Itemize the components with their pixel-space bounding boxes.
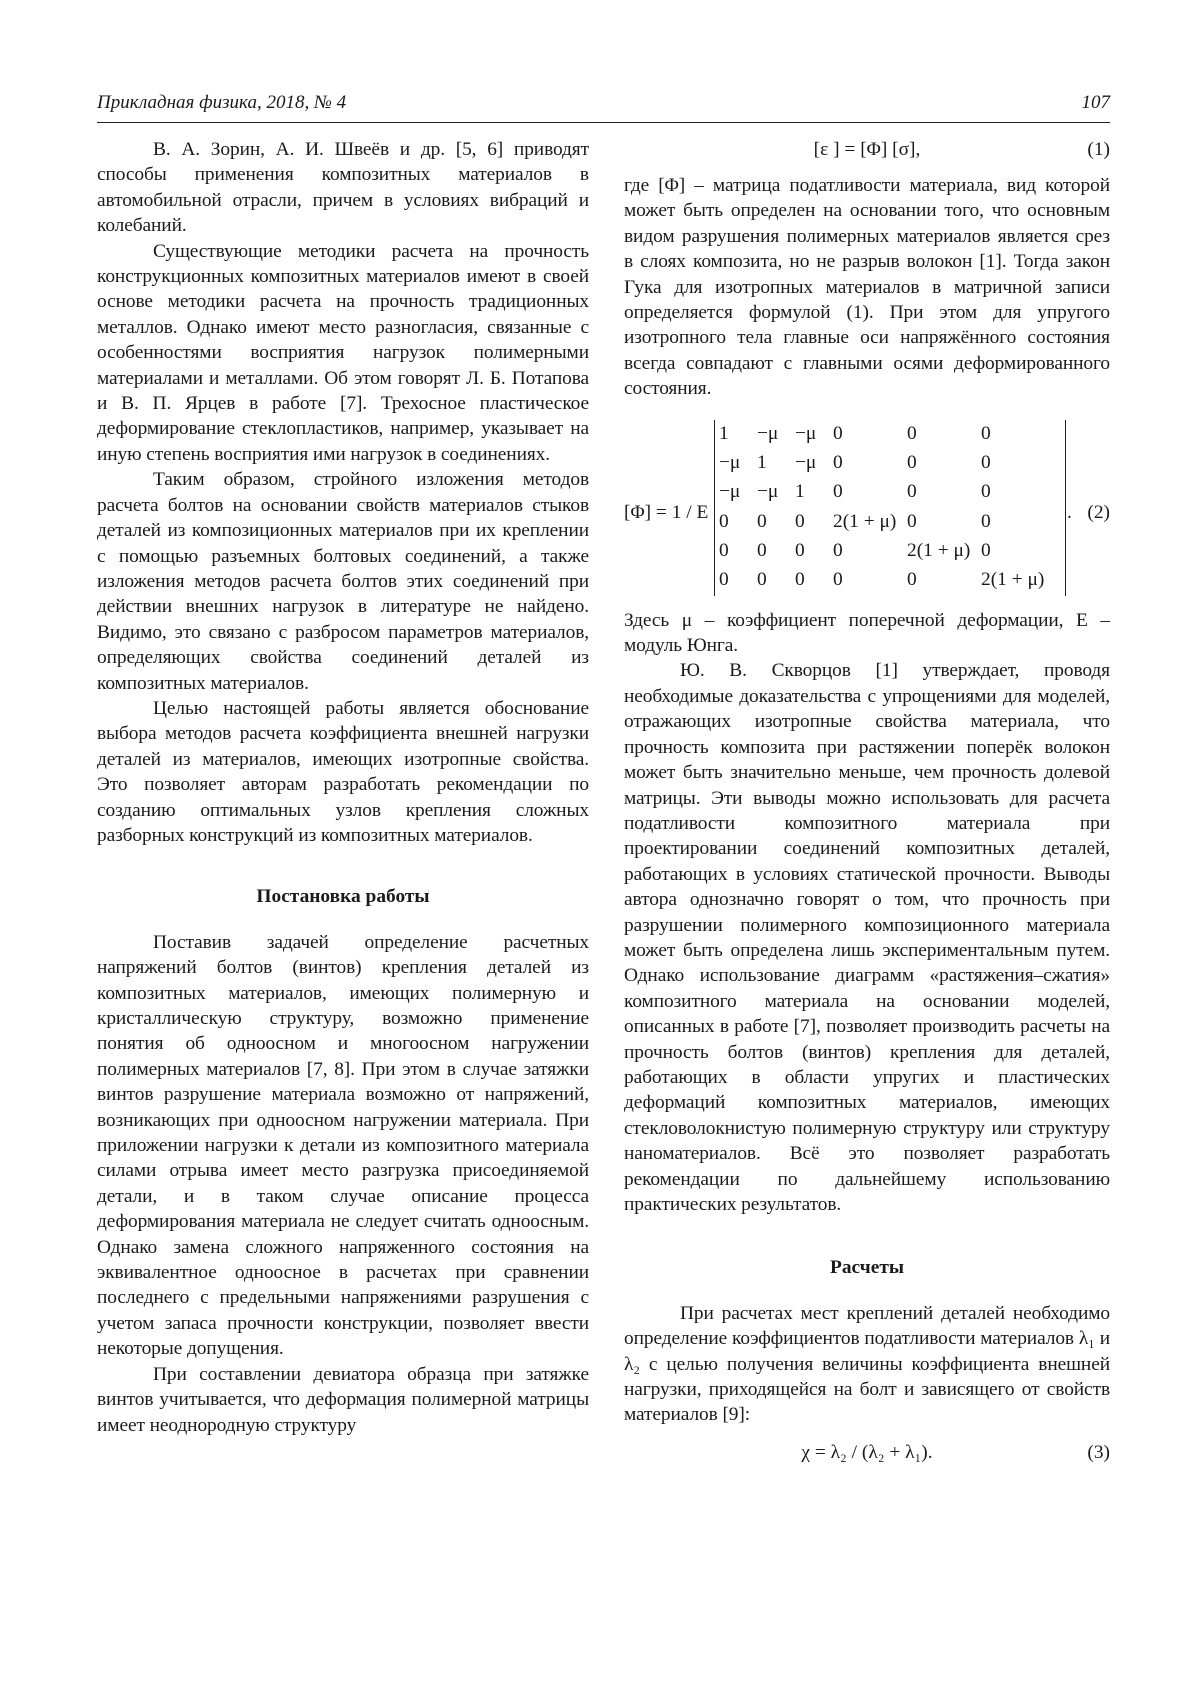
matrix-cell: 0 xyxy=(981,481,991,503)
matrix-cell: 0 xyxy=(981,422,991,444)
matrix-cell: 0 xyxy=(757,539,767,561)
matrix-cell: 1 xyxy=(719,422,729,444)
matrix-cell: 0 xyxy=(907,569,917,591)
matrix-cell: 0 xyxy=(757,569,767,591)
matrix-cell: 0 xyxy=(833,481,843,503)
matrix-row xyxy=(715,566,1065,595)
matrix-cell: 2(1 + μ) xyxy=(833,510,897,532)
matrix-cell: 1 xyxy=(757,451,767,473)
paragraph: Ю. В. Скворцов [1] утверждает, проводя необходимые доказательства с упрощениями для моделей, отражающих изотропные свойства материала, что прочность композита при растяжении поперёк волокон может быть значительно меньше, чем прочность долевой матрицы. Эти выводы можно использовать для расчета податливости композитного материала при проектировании соединений композитных деталей, работающих в условиях статической прочности. Выводы автора однозначно говорят о том, что прочность при разрушении полимерного композиционного материала может быть определена лишь экспериментальным путем. Однако использование диаграмм «растяжения–сжатия» композитного материала на основании моделей, описанных в работе [7], позволяет производить расчеты на прочность болтов (винтов) крепления для деталей, работающих в области упругих и пластических деформаций композитных материалов, имеющих стекловолокнистую полимерную структуру или структуру наноматериалов. Всё это позволяет разработать рекомендации по дальнейшему использованию практических результатов. xyxy=(624,660,1110,1215)
paragraph: Таким образом, стройного изложения методов расчета болтов на основании свойств материалов стыков деталей из композиционных материалов при их креплении с помощью разъемных болтовых соединений, а также изложения методов расчета болтов этих соединений при действии внешних нагрузок в литературе не найдено. Видимо, это связано с разбросом параметров материалов, определяющих свойства соединений деталей из композитных материалов. xyxy=(97,469,589,694)
matrix-cell: 0 xyxy=(981,451,991,473)
equation-3 xyxy=(624,1440,1110,1466)
matrix-cell: 0 xyxy=(719,510,729,532)
matrix-cell: −μ xyxy=(757,481,779,503)
section-heading: Постановка работы xyxy=(256,886,430,908)
paragraph: Целью настоящей работы является обоснование выбора методов расчета коэффициента внешней нагрузки деталей из материалов, имеющих изотропные свойства. Это позволяет авторам разработать рекомендации по созданию оптимальных узлов крепления сложных разборных конструкций из композитных материалов. xyxy=(97,697,589,846)
page-header xyxy=(97,92,1110,123)
compliance-matrix xyxy=(714,420,1066,596)
paragraph: где [Φ] – матрица податливости материала, вид которой может быть определен на основании того, что основным видом разрушения полимерных материалов является срез в слоях композита, но не разрыв волокон [1]. Тогда закон Гука для изотропных материалов в матричной записи определяется формулой (1). При этом для упругого изотропного тела главные оси напряжённого состояния всегда совпадают с главными осями деформированного состояния. xyxy=(624,175,1110,400)
matrix-cell: 0 xyxy=(907,510,917,532)
matrix-cell: −μ xyxy=(795,422,817,444)
matrix-cell: 0 xyxy=(981,539,991,561)
matrix-row xyxy=(715,449,1065,478)
matrix-cell: −μ xyxy=(795,451,817,473)
matrix-cell: 0 xyxy=(795,569,805,591)
paragraph: Здесь μ – коэффициент поперечной деформации, E – модуль Юнга. xyxy=(624,609,1110,657)
matrix-cell: 0 xyxy=(907,481,917,503)
matrix-cell: 0 xyxy=(795,539,805,561)
equation-3-formula: χ = λ₂ / (λ₂ + λ₁). xyxy=(801,1441,933,1463)
equation-2-period: . xyxy=(1067,501,1072,523)
matrix-cell: 0 xyxy=(907,422,917,444)
page-number: 107 xyxy=(1081,92,1110,113)
matrix-cell: 0 xyxy=(833,539,843,561)
equation-1-formula: [ε ] = [Φ] [σ], xyxy=(813,139,921,160)
matrix-cell: 0 xyxy=(907,451,917,473)
matrix-cell: 0 xyxy=(757,510,767,532)
matrix-cell: 0 xyxy=(833,422,843,444)
paragraph: Существующие методики расчета на прочность конструкционных композитных материалов имеют в своей основе методики расчета на прочность традиционных металлов. Однако имеют место разногласия, связанные с особенностями восприятия нагрузок полимерными материалами и металлами. Об этом говорят Л. Б. Потапова и В. П. Ярцев в работе [7]. Трехосное пластическое деформирование стеклопластиков, например, указывает на иную степень восприятия ими нагрузок в соединениях. xyxy=(97,240,589,465)
equation-2-lhs: [Φ] = 1 / E xyxy=(624,501,709,523)
matrix-row xyxy=(715,420,1065,449)
matrix-cell: −μ xyxy=(719,481,741,503)
matrix-cell: 1 xyxy=(795,481,805,503)
matrix-cell: 2(1 + μ) xyxy=(907,539,971,561)
left-column xyxy=(97,137,589,1438)
matrix-cell: 0 xyxy=(833,569,843,591)
matrix-cell: 0 xyxy=(719,569,729,591)
equation-2 xyxy=(624,420,1110,598)
paragraph: В. А. Зорин, А. И. Швеёв и др. [5, 6] приводят способы применения композитных материалов в автомобильной отрасли, причем в условиях вибраций и колебаний. xyxy=(97,139,589,237)
equation-2-number: (2) xyxy=(1087,501,1110,523)
matrix-cell: 0 xyxy=(795,510,805,532)
matrix-cell: 0 xyxy=(833,451,843,473)
matrix-cell: 2(1 + μ) xyxy=(981,569,1045,591)
paragraph: Поставив задачей определение расчетных напряжений болтов (винтов) крепления деталей из композитных материалов, имеющих полимерную и кристаллическую структуру, возможно применение понятия об одноосном и многоосном нагружении полимерных материалов [7, 8]. При этом в случае затяжки винтов разрушение материала возможно от напряжений, возникающих при одноосном нагружении материала. При приложении нагрузки к детали из композитного материала силами отрыва имеет место разгрузка присоединяемой детали, и в таком случае описание процесса деформирования материала не следует считать одноосным. Однако замена сложного напряженного состояния на эквивалентное одноосное в расчетах при сравнении последнего с предельными напряжениями разрушения с учетом запаса прочности конструкции, позволяет ввести некоторые допущения. xyxy=(97,931,589,1360)
matrix-cell: −μ xyxy=(757,422,779,444)
journal-title: Прикладная физика, 2018, № 4 xyxy=(97,92,347,113)
paragraph: При расчетах мест креплений деталей необходимо определение коэффициентов податливости материалов λ₁ и λ₂ с целью получения величины коэффициента внешней нагрузки, приходящейся на болт и зависящего от свойств материалов [9]: xyxy=(624,1302,1110,1426)
equation-1 xyxy=(624,137,1110,163)
matrix-cell: 0 xyxy=(981,510,991,532)
equation-3-number: (3) xyxy=(1087,1441,1110,1463)
section-heading: Расчеты xyxy=(830,1257,904,1279)
matrix-row xyxy=(715,508,1065,537)
equation-1-number: (1) xyxy=(1087,139,1110,160)
matrix-row xyxy=(715,478,1065,507)
paragraph: При составлении девиатора образца при затяжке винтов учитывается, что деформация полимерной матрицы имеет неоднородную структуру xyxy=(97,1363,589,1436)
right-column xyxy=(624,137,1110,1466)
matrix-cell: 0 xyxy=(719,539,729,561)
matrix-cell: −μ xyxy=(719,451,741,473)
matrix-row xyxy=(715,537,1065,566)
